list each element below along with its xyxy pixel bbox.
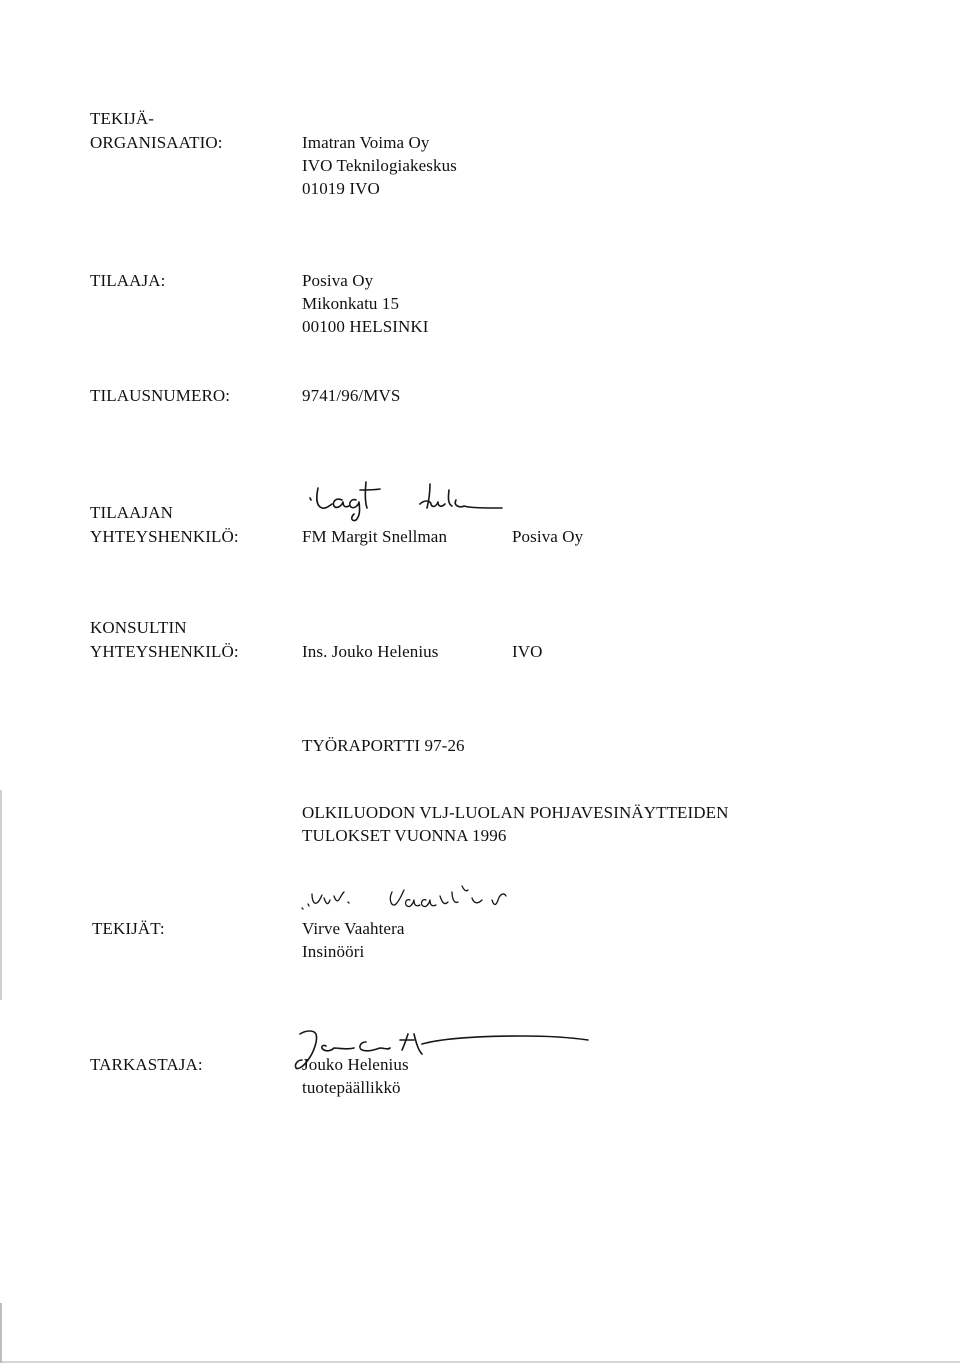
client-line-2: Mikonkatu 15 xyxy=(302,294,400,313)
report-title-line1: OLKILUODON VLJ-LUOLAN POHJAVESINÄYTTEIDEN xyxy=(302,803,729,822)
reviewer-role: tuotepäällikkö xyxy=(302,1078,401,1097)
producer-line-2: IVO Teknilogiakeskus xyxy=(302,156,457,175)
report-number: TYÖRAPORTTI 97-26 xyxy=(302,736,465,755)
producer-label-line1: TEKIJÄ- xyxy=(90,109,154,128)
order-number: 9741/96/MVS xyxy=(302,386,401,405)
consultant-contact-name: Ins. Jouko Helenius xyxy=(302,642,439,661)
consultant-contact-label-line1: KONSULTIN xyxy=(90,618,187,637)
reviewer-name: Jouko Helenius xyxy=(302,1055,409,1074)
client-line-1: Posiva Oy xyxy=(302,271,374,290)
signature-virve-vaahtera xyxy=(296,878,536,918)
signature-margit-snellman xyxy=(296,476,546,526)
report-title-line2: TULOKSET VUONNA 1996 xyxy=(302,826,507,845)
client-contact-organization: Posiva Oy xyxy=(512,527,584,546)
author-role: Insinööri xyxy=(302,942,365,961)
author-name: Virve Vaahtera xyxy=(302,919,405,938)
reviewer-label: TARKASTAJA: xyxy=(90,1055,203,1074)
consultant-contact-label-line2: YHTEYSHENKILÖ: xyxy=(90,642,239,661)
order-label: TILAUSNUMERO: xyxy=(90,386,231,405)
scan-edge-left xyxy=(0,790,2,1000)
client-label: TILAAJA: xyxy=(90,271,166,290)
client-line-3: 00100 HELSINKI xyxy=(302,317,429,336)
producer-label-line2: ORGANISAATIO: xyxy=(90,133,223,152)
scan-edge-corner xyxy=(0,1303,2,1363)
consultant-contact-organization: IVO xyxy=(512,642,543,661)
client-contact-name: FM Margit Snellman xyxy=(302,527,448,546)
authors-label: TEKIJÄT: xyxy=(92,919,165,938)
client-contact-label-line1: TILAAJAN xyxy=(90,503,173,522)
signature-jouko-helenius xyxy=(284,1022,604,1078)
producer-line-1: Imatran Voima Oy xyxy=(302,133,430,152)
producer-line-3: 01019 IVO xyxy=(302,179,380,198)
client-contact-label-line2: YHTEYSHENKILÖ: xyxy=(90,527,239,546)
